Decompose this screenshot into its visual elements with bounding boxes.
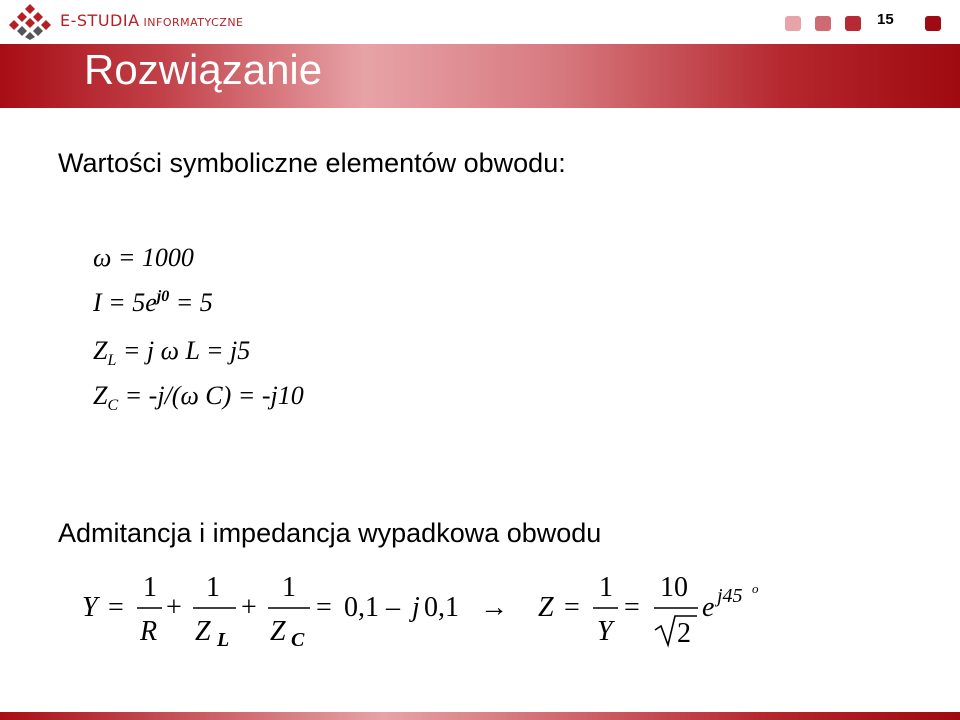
- brand-name: [60, 11, 244, 30]
- nav-square-4: [925, 16, 941, 31]
- equals-sign: =: [564, 592, 580, 623]
- zl-rest: = j ω L = j5: [116, 336, 251, 365]
- current-exponent: j0: [156, 288, 170, 305]
- brand-sub: INFORMATYCZNE: [143, 16, 244, 29]
- z-symbol: Z: [270, 616, 286, 647]
- current-base: I = 5e: [93, 288, 157, 317]
- diamond-grid-logo-icon: [8, 4, 52, 40]
- exponent: j45: [717, 585, 743, 607]
- c-subscript: C: [291, 629, 305, 651]
- two-under-root: 2: [677, 618, 691, 649]
- degree-symbol: o: [752, 581, 759, 596]
- equals-sign: =: [624, 592, 640, 623]
- minus-sign: –: [386, 592, 400, 623]
- subheading-admittance: Admitancja i impedancja wypadkowa obwodu: [58, 518, 602, 548]
- equals-sign: =: [108, 592, 124, 623]
- result-imag: 0,1: [424, 592, 459, 623]
- fraction-numerator: 1: [143, 572, 157, 603]
- zl-symbol: Z: [93, 336, 108, 365]
- subheading-symbolic-values: Wartości symboliczne elementów obwodu:: [58, 148, 566, 178]
- zl-subscript: L: [107, 352, 117, 369]
- z-symbol: Z: [195, 616, 211, 647]
- nav-square-3: [845, 16, 861, 31]
- equation-zl: [93, 336, 250, 370]
- z-result-symbol: Z: [538, 592, 554, 623]
- equation-omega: ω = 1000: [93, 243, 194, 272]
- fraction-numerator: 1: [282, 572, 296, 603]
- nav-square-2: [815, 16, 831, 31]
- zc-symbol: Z: [93, 381, 108, 410]
- admittance-impedance-formula: [0, 560, 960, 660]
- y-denominator: Y: [597, 616, 613, 647]
- nav-square-1: [785, 16, 801, 31]
- result-real: 0,1: [344, 592, 379, 623]
- j-symbol: j: [412, 592, 420, 623]
- equation-zc: [93, 381, 304, 415]
- r-symbol: R: [140, 616, 158, 647]
- equals-sign: =: [316, 592, 332, 623]
- y-symbol: Y: [82, 592, 98, 623]
- page-number: 15: [877, 11, 894, 28]
- slide-title: Rozwiązanie: [84, 46, 323, 93]
- plus-sign: +: [241, 592, 257, 623]
- plus-sign: +: [166, 592, 182, 623]
- l-subscript: L: [217, 629, 230, 651]
- zc-rest: = -j/(ω C) = -j10: [118, 381, 304, 410]
- bottom-bar: [0, 712, 960, 720]
- ten-numerator: 10: [660, 572, 688, 603]
- fraction-numerator: 1: [599, 572, 613, 603]
- e-symbol: e: [702, 592, 715, 623]
- arrow-icon: →: [480, 592, 508, 623]
- equation-current: [93, 288, 213, 318]
- current-rest: = 5: [169, 288, 213, 317]
- brand-main: E-STUDIA: [60, 11, 140, 30]
- zc-subscript: C: [107, 397, 119, 414]
- fraction-numerator: 1: [206, 572, 220, 603]
